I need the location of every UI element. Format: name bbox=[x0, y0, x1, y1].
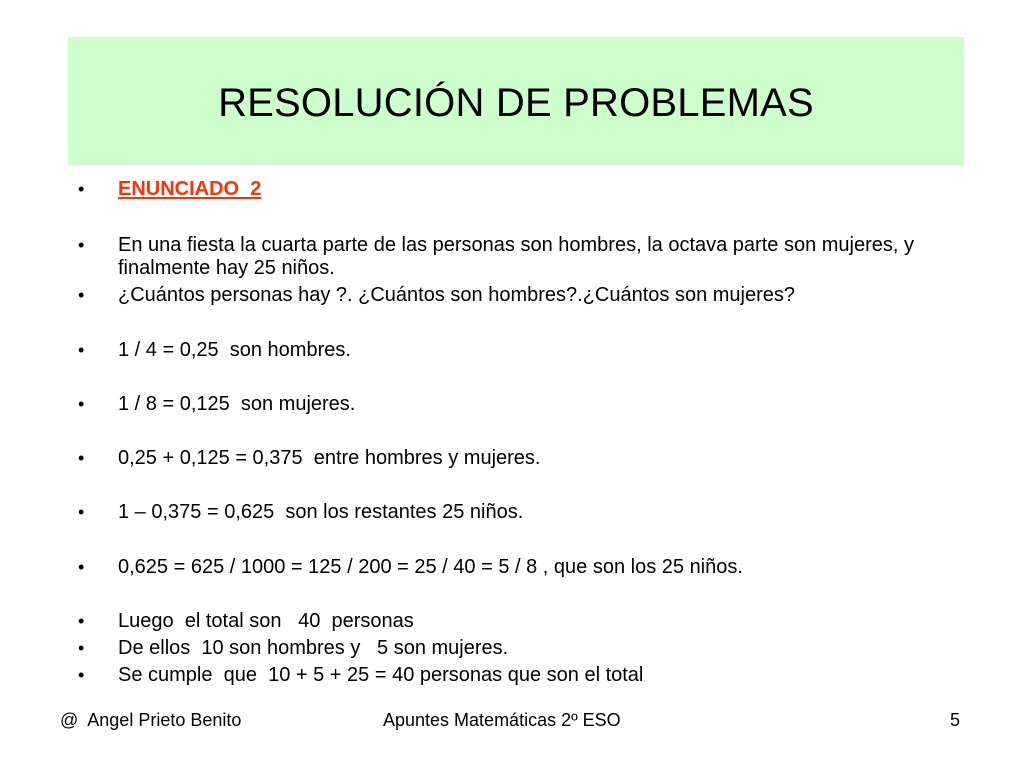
bullet-item-check bbox=[78, 664, 948, 687]
bullet-marker: • bbox=[78, 557, 85, 577]
bullet-item-statement bbox=[78, 234, 948, 280]
check-text: Se cumple que 10 + 5 + 25 = 40 personas que son el total bbox=[118, 664, 644, 686]
bullet-marker: • bbox=[78, 235, 85, 255]
sum-text: 0,25 + 0,125 = 0,375 entre hombres y mujeres. bbox=[118, 447, 541, 469]
women-fraction-text: 1 / 8 = 0,125 son mujeres. bbox=[118, 393, 356, 415]
statement-heading: ENUNCIADO 2 bbox=[118, 178, 262, 200]
bullet-marker: • bbox=[78, 638, 85, 658]
men-fraction-text: 1 / 4 = 0,25 son hombres. bbox=[118, 339, 351, 361]
total-text: Luego el total son 40 personas bbox=[118, 610, 414, 632]
questions-text: ¿Cuántos personas hay ?. ¿Cuántos son hombres?.¿Cuántos son mujeres? bbox=[118, 284, 796, 306]
bullet-item-men bbox=[78, 339, 948, 362]
bullet-marker: • bbox=[78, 179, 85, 199]
bullet-marker: • bbox=[78, 611, 85, 631]
bullet-item-women bbox=[78, 393, 948, 416]
statement-text: En una fiesta la cuarta parte de las personas son hombres, la octava parte son mujeres, y finalmente hay 25 niños. bbox=[118, 234, 920, 279]
bullet-item-sum bbox=[78, 447, 948, 470]
bullet-item-breakdown bbox=[78, 637, 948, 660]
bullet-item-heading bbox=[78, 178, 948, 201]
bullet-item-remaining bbox=[78, 501, 948, 524]
footer-author: @ Angel Prieto Benito bbox=[60, 710, 242, 730]
bullet-marker: • bbox=[78, 665, 85, 685]
bullet-marker: • bbox=[78, 340, 85, 360]
bullet-item-questions bbox=[78, 284, 948, 307]
slide-title: RESOLUCIÓN DE PROBLEMAS bbox=[218, 80, 814, 125]
footer-course: Apuntes Matemáticas 2º ESO bbox=[383, 710, 621, 730]
bullet-marker: • bbox=[78, 394, 85, 414]
bullet-item-total bbox=[78, 610, 948, 633]
breakdown-text: De ellos 10 son hombres y 5 son mujeres. bbox=[118, 637, 509, 659]
footer-page-number: 5 bbox=[950, 710, 961, 730]
bullet-marker: • bbox=[78, 285, 85, 305]
simplify-text: 0,625 = 625 / 1000 = 125 / 200 = 25 / 40 = 5 / 8 , que son los 25 niños. bbox=[118, 556, 743, 578]
remaining-text: 1 – 0,375 = 0,625 son los restantes 25 niños. bbox=[118, 501, 524, 523]
bullet-marker: • bbox=[78, 502, 85, 522]
bullet-item-simplify bbox=[78, 556, 948, 579]
bullet-marker: • bbox=[78, 448, 85, 468]
